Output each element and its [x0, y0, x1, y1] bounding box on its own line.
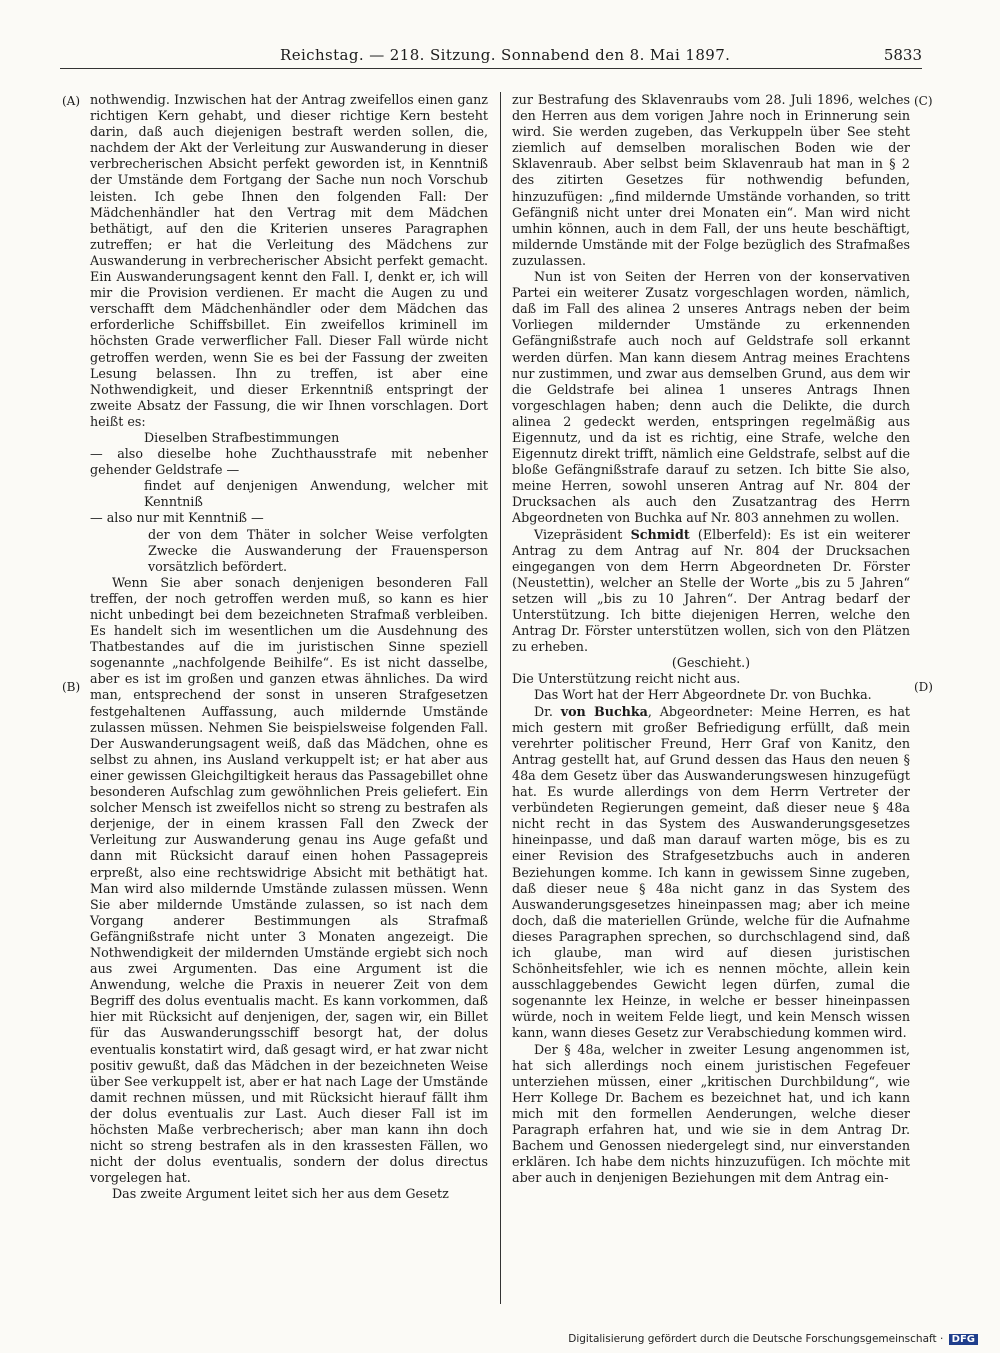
speaker-name: Schmidt: [630, 526, 690, 542]
right-column: [512, 92, 910, 1186]
quote-line: der von dem Thäter in solcher Weise verfolgten Zwecke die Auswanderung der Frauensperson vorsätzlich befördert.: [148, 526, 488, 574]
speaker-prefix: Vizepräsident: [534, 526, 631, 542]
footer: [568, 1333, 978, 1345]
paragraph: nothwendig. Inzwischen hat der Antrag zweifellos einen ganz richtigen Kern gehabt, und dieser richtige Kern besteht darin, daß auch diejenigen bestraft werden sollen, die, nachdem der Akt der Verleitung zur Auswanderung in dieser verbrecherischen Absicht perfekt geworden ist, in Kenntniß der Umstände dem Fortgang der Sache nun noch Vorschub leisten. Ich gebe Ihnen den folgenden Fall: Der Mädchenhändler hat den Vertrag mit dem Mädchen bethätigt, auf den die Kriterien unseres Paragraphen zutreffen; er hat die Verleitung des Mädchens zur Auswanderung in verbrecherischer Absicht perfekt gemacht. Ein Auswanderungsagent kennt den Fall. I, denkt er, ich will mir die Provision verdienen. Er macht die Augen zu und verschafft dem Mädchenhändler oder dem Mädchen das erforderliche Schiffsbillet. Ein zweifellos kriminell im höchsten Grade verwerflicher Fall. Dieser Fall würde nicht getroffen werden, wenn Sie es bei der Fassung der zweiten Lesung belassen. Ihn zu treffen, ist aber eine Nothwendigkeit, und dieser Erkenntniß entspringt der zweite Absatz der Fassung, die wir Ihnen vorschlagen. Dort heißt es:: [90, 92, 488, 429]
margin-mark-a: (A): [62, 94, 81, 108]
footer-text: Digitalisierung gefördert durch die Deutsche Forschungsgemeinschaft ·: [568, 1333, 944, 1345]
speech-text: (Elberfeld): Es ist ein weiterer Antrag zu dem Antrag auf Nr. 804 der Drucksachen eingegangen von dem Herrn Abgeordneten Dr. Förster (Neustettin), welcher an Stelle der Worte „bis zu 5 Jahren“ setzen will „bis zu 10 Jahren“. Der Antrag bedarf der Unterstützung. Ich bitte diejenigen Herren, welche den Antrag Dr. Förster unterstützen wollen, sich von den Plätzen zu erheben.: [512, 526, 910, 655]
quote-line: findet auf denjenigen Anwendung, welcher mit Kenntniß: [144, 478, 488, 510]
margin-mark-d: (D): [914, 680, 933, 694]
margin-mark-c: (C): [914, 94, 933, 108]
page-number: 5833: [883, 46, 922, 64]
quote-line: — also dieselbe hohe Zuchthausstrafe mit nebenher gehender Geldstrafe —: [90, 446, 488, 478]
speaker-prefix: Dr.: [534, 703, 561, 719]
paragraph: zur Bestrafung des Sklavenraubs vom 28. Juli 1896, welches den Herren aus dem vorigen Jahre noch in Erinnerung sein wird. Sie werden zugeben, das Verkuppeln über See steht ziemlich auf demselben moralischen Boden wie der Sklavenraub. Aber selbst beim Sklavenraub hat man in § 2 des zitirten Gesetzes für nothwendig befunden, hinzuzufügen: „find mildernde Umstände vorhanden, so tritt Gefängniß nicht unter drei Monaten ein“. Man wird nicht umhin können, auch in dem Fall, der uns heute beschäftigt, mildernde Umstände mit der Folge bezüglich des Strafmaßes zuzulassen.: [512, 92, 910, 268]
dfg-logo: DFG: [949, 1334, 978, 1345]
speaker-paragraph: [512, 527, 910, 656]
paragraph: Die Unterstützung reicht nicht aus.: [512, 671, 741, 687]
header-title: Reichstag. — 218. Sitzung. Sonnabend den 8. Mai 1897.: [280, 46, 731, 64]
quote-line: — also nur mit Kenntniß —: [90, 510, 264, 526]
paragraph: Das zweite Argument leitet sich her aus dem Gesetz: [112, 1186, 449, 1202]
speaker-name: von Buchka: [560, 703, 648, 719]
paragraph: Das Wort hat der Herr Abgeordnete Dr. von Buchka.: [534, 687, 872, 703]
speech-text: , Abgeordneter: Meine Herren, es hat mich gestern mit großer Befriedigung erfüllt, daß mein verehrter politischer Freund, Herr Graf von Kanitz, den Antrag gestellt hat, auf Grund dessen das Haus den neuen § 48a dem Gesetz über das Auswanderungswesen hinzugefügt hat. Es wurde allerdings von dem Herrn Vertreter der verbündeten Regierungen gemeint, daß dieser neue § 48a nicht recht in das System des Auswanderungsgesetzes hineinpasse, und daß man darauf warten möge, bis es zu einer Revision des Strafgesetzbuchs auch in anderen Beziehungen komme. Ich kann in gewissem Sinne zugeben, daß dieser neue § 48a nicht ganz in das System des Auswanderungsgesetzes hineinpassen mag; aber ich meine doch, daß die materiellen Gründe, welche für die Aufnahme dieses Paragraphen sprechen, so durchschlagend sind, daß ich glaube, man wird auf diesen juristischen Schönheitsfehler, wie ich es nennen möchte, allein kein ausschlaggebendes Gewicht legen dürfen, zumal die sogenannte lex Heinze, in welche er besser hineinpassen würde, noch in weitem Felde liegt, und kein Mensch wissen kann, wann dieses Gesetz zur Verabschiedung kommen wird.: [512, 703, 910, 1041]
page-header: [60, 44, 922, 69]
paragraph: Der § 48a, welcher in zweiter Lesung angenommen ist, hat sich allerdings noch einem juristischen Fegefeuer unterziehen müssen, einer „kritischen Durchbildung“, wie Herr Kollege Dr. Bachem es bezeichnet hat, und ich kann mich mit den formellen Aenderungen, welche dieser Paragraph erfahren hat, und wie sie in dem Antrag Dr. Bachem und Genossen niedergelegt sind, nur einverstanden erklären. Ich habe dem nichts hinzuzufügen. Ich möchte mit aber auch in denjenigen Beziehungen mit dem Antrag ein-: [512, 1041, 910, 1186]
speaker-paragraph: [512, 704, 910, 1042]
quote-line: Dieselben Strafbestimmungen: [144, 429, 340, 445]
left-column: [90, 92, 488, 1202]
stage-direction: (Geschieht.): [671, 655, 751, 671]
margin-mark-b: (B): [62, 680, 81, 694]
paragraph: Wenn Sie aber sonach denjenigen besonderen Fall treffen, der noch getroffen werden muß, so kann es hier nicht unbedingt bei dem bezeichneten Strafmaß verbleiben. Es handelt sich im wesentlichen um die Ausdehnung des Thatbestandes auf die im juristischen Sinne speziell sogenannte „nachfolgende Beihilfe“. Es ist nicht dasselbe, aber es ist im großen und ganzen etwas ähnliches. Da wird man, entsprechend der sonst in unseren Strafgesetzen festgehaltenen Auffassung, auch mildernde Umstände zulassen müssen. Nehmen Sie beispielsweise folgenden Fall. Der Auswanderungsagent weiß, daß das Mädchen, ohne es selbst zu ahnen, ins Ausland verkuppelt ist; er hat aber aus einer gewissen Gleichgiltigkeit heraus das Passagebillet ohne besonderen Aufschlag zum gewöhnlichen Preis geliefert. Ein solcher Mensch ist zweifellos nicht so streng zu bestrafen als derjenige, der in einem krassen Fall den Zweck der Verleitung zur Auswanderung genau ins Auge gefaßt und dann mit Rücksicht darauf einen hohen Passagepreis erpreßt, also eine rechtswidrige Absicht mit bethätigt hat. Man wird also mildernde Umstände zulassen müssen. Wenn Sie aber mildernde Umstände zulassen, so ist nach dem Vorgang anderer Bestimmungen als Strafmaß Gefängnißstrafe nicht unter 3 Monaten angezeigt. Die Nothwendigkeit der mildernden Umstände ergiebt sich noch aus zwei Argumenten. Das eine Argument ist die Anwendung, welche die Praxis in neuerer Zeit von dem Begriff des dolus eventualis macht. Es kann vorkommen, daß hier mit Rücksicht auf denjenigen, der, sagen wir, ein Billet für das Auswanderungsschiff besorgt hat, der dolus eventualis konstatirt wird, daß gesagt wird, er hat zwar nicht positiv gewußt, daß das Mädchen in der bezeichneten Weise über See verkuppelt ist, aber er hat nach Lage der Umstände damit rechnen müssen, und mit Rücksicht hierauf fällt ihm der dolus eventualis zur Last. Auch dieser Fall ist im höchsten Maße verbrecherisch; aber man kann ihn doch nicht so streng bestrafen als in den krassesten Fällen, wo nicht der dolus eventualis, sondern der dolus directus vorgelegen hat.: [90, 574, 488, 1186]
column-divider: [500, 92, 501, 1304]
paragraph: Nun ist von Seiten der Herren von der konservativen Partei ein weiterer Zusatz vorgeschlagen worden, nämlich, daß im Fall des alinea 2 unseres Antrags neben der beim Vorliegen mildernder Umstände zu erkennenden Gefängnißstrafe auch noch auf Geldstrafe soll erkannt werden dürfen. Man kann diesem Antrag meines Erachtens nur zustimmen, und zwar aus demselben Grund, aus dem wir die Geldstrafe bei alinea 1 unseres Antrags Ihnen vorgeschlagen haben; denn auch die Delikte, die durch alinea 2 gedeckt werden, entspringen regelmäßig aus Eigennutz, und da ist es richtig, eine Strafe, welche den Eigennutz direkt trifft, nämlich eine Geldstrafe, selbst auf die bloße Gefängnißstrafe darauf zu setzen. Ich bitte Sie also, meine Herren, sowohl unseren Antrag auf Nr. 804 der Drucksachen als auch den Zusatzantrag des Herrn Abgeordneten von Buchka auf Nr. 803 annehmen zu wollen.: [512, 269, 910, 526]
